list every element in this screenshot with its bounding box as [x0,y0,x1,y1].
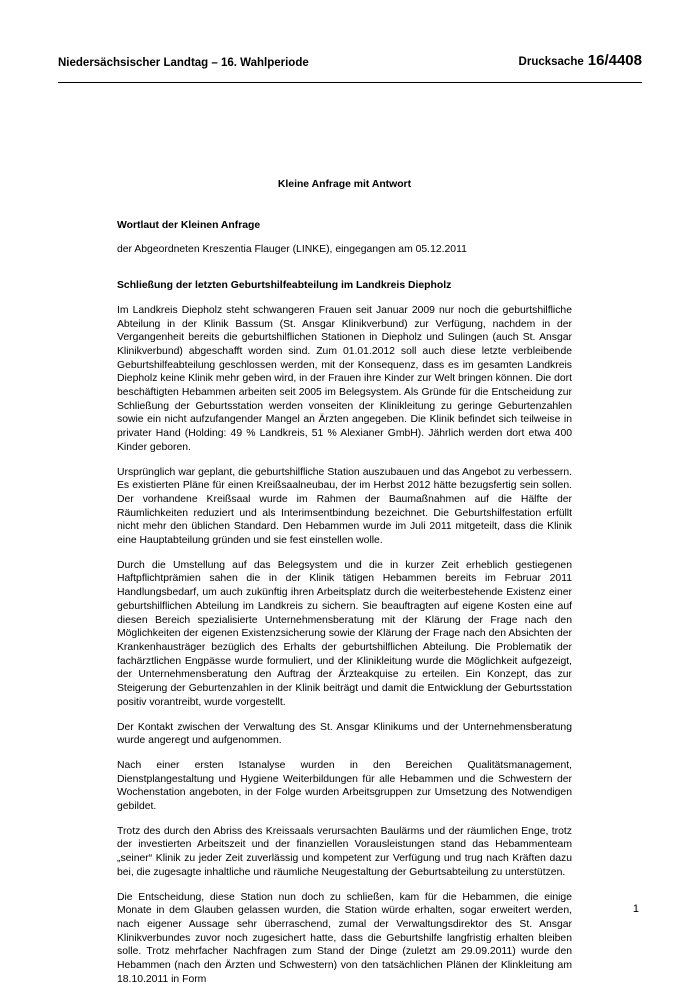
drucksache-label: Drucksache [518,56,584,68]
inquiry-subject: Schließung der letzten Geburtshilfeabteilung im Landkreis Diepholz [117,280,452,292]
drucksache-reference [519,52,642,69]
section-heading: Wortlaut der Kleinen Anfrage [117,219,261,231]
paragraph: Der Kontakt zwischen der Verwaltung des St. Ansgar Klinikums und der Unternehmensberatung wurde angeregt und aufgenommen. [117,721,572,747]
document-body [117,178,572,997]
paragraph: Die Entscheidung, diese Station nun doch zu schließen, kam für die Hebammen, die einige Monate in dem Glauben gelassen wurden, die Station würde erhalten, sogar erweitert werden, nach eigener Aussage sehr überraschend, zumal der Verwaltungsdirektor des St. Ansgar Klinikverbundes zuvor noch zugesichert hatte, dass die Geburtshilfe langfristig erhalten bleiben solle. Trotz mehrfacher Nachfragen zum Stand der Dinge (zuletzt am 29.09.2011) wurde den Hebammen (nach den Ärzten und Schwestern) von den tatsächlichen Plänen der Klinkleitung am 18.10.2011 in Form [117,891,572,985]
page-header [58,52,642,83]
paragraph: Durch die Umstellung auf das Belegsystem und die in kurzer Zeit erheblich gestiegenen Haftpflichtprämien sahen die in der Klinik tätigen Hebammen bereits im Februar 2011 Handlungsbedarf, um auch zukünftig ihren Arbeitsplatz durch die weiterbestehende Existenz einer geburtshilflichen Abteilung im Landkreis zu sichern. Sie beauftragten auf eigene Kosten eine auf diesen Bereich spezialisierte Unternehmensberatung mit der Klärung der Frage nach den Möglichkeiten der eigenen Existenzsicherung sowie der Klärung der Frage nach den Absichten der Krankenhausträger bezüglich des Erhalts der geburtshilflichen Abteilung. Die Problematik der fachärztlichen Engpässe wurde formuliert, und der Klinikleitung wurde die Möglichkeit aufgezeigt, der Unternehmensberatung den Auftrag der Ärzteakquise zu erteilen. Ein Konzept, das zur Steigerung der Geburtenzahlen in der Klinik beiträgt und damit die Entwicklung der Geburtsstation positiv vorantreibt, wurde vorgestellt. [117,559,572,708]
paragraph: Im Landkreis Diepholz steht schwangeren Frauen seit Januar 2009 nur noch die geburtshilfliche Abteilung in der Klinik Bassum (St. Ansgar Klinikverbund) zur Verfügung, nachdem in der Vergangenheit bereits die geburtshilflichen Stationen in Diepholz und Sulingen (auch St. Ansgar Klinikverbund) abgeschafft worden sind. Zum 01.01.2012 soll auch diese letzte verbleibende Geburtshilfeabteilung geschlossen werden, mit der Konsequenz, dass es im gesamten Landkreis Diepholz keine Klinik mehr geben wird, in der Frauen ihre Kinder zur Welt bringen können. Die dort beschäftigten Hebammen arbeiten seit 2005 im Belegsystem. Als Gründe für die Entscheidung zur Schließung der Geburtsstation werden vonseiten der Klinikleitung zu geringe Geburtenzahlen sowie ein nicht aufzufangender Mangel an Ärzten angegeben. Die Klinik befindet sich teilweise in privater Hand (Holding: 49 % Landkreis, 51 % Alexianer GmbH). Jährlich werden dort etwa 400 Kinder geboren. [117,304,572,453]
paragraph: Trotz des durch den Abriss des Kreissaals verursachten Baulärms und der räumlichen Enge, trotz der investierten Arbeitszeit und der finanziellen Vorausleistungen stand das Hebammenteam „seiner“ Klinik zu jeder Zeit zuverlässig und kompetent zur Verfügung und trug nach Kräften dazu bei, die zugesagte inhaltliche und räumliche Neugestaltung der Geburtsabteilung zu unterstützen. [117,825,572,878]
paragraph: Ursprünglich war geplant, die geburtshilfliche Station auszubauen und das Angebot zu verbessern. Es existierten Pläne für einen Kreißsaalneubau, der im Herbst 2012 hätte bezugsfertig sein sollen. Der vorhandene Kreißsaal wurde im Rahmen der Baumaßnahmen auf die Hälfte der Räumlichkeiten reduziert und als Interimsentbindung bezeichnet. Die Geburtshilfestation erfüllt nicht mehr den üblichen Standard. Den Hebammen wurde im Juli 2011 mitgeteilt, dass die Klinik eine Hauptabteilung gründen und sie fest einstellen wolle. [117,466,572,547]
document-title: Kleine Anfrage mit Antwort [277,179,412,190]
submission-line: der Abgeordneten Kreszentia Flauger (LINKE), eingegangen am 05.12.2011 [117,244,467,256]
paragraph: Nach einer ersten Istanalyse wurden in den Bereichen Qualitätsmanagement, Dienstplangestaltung und Hygiene Weiterbildungen für alle Hebammen und die Schwestern der Wochenstation angeboten, in der Folge wurden Arbeitsgruppen zur Umsetzung des Notwendigen gebildet. [117,759,572,813]
page-number: 1 [632,903,639,915]
drucksache-number: 16/4408 [587,52,642,69]
parliament-period: Niedersächsischer Landtag – 16. Wahlperiode [58,57,309,69]
